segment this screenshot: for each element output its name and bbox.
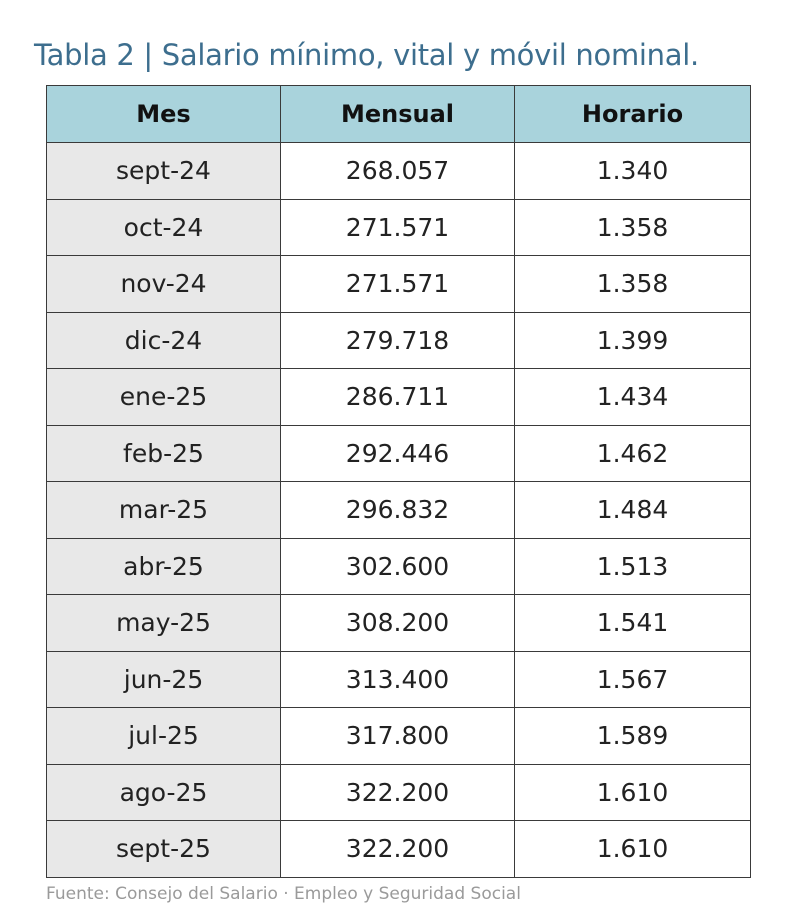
cell-horario: 1.513 <box>515 538 751 595</box>
cell-horario: 1.541 <box>515 595 751 652</box>
cell-horario: 1.462 <box>515 425 751 482</box>
cell-horario: 1.610 <box>515 821 751 878</box>
table-row <box>47 369 751 426</box>
table-row <box>47 538 751 595</box>
table-row <box>47 143 751 200</box>
cell-mensual: 268.057 <box>281 143 515 200</box>
table-header-row <box>47 86 751 143</box>
cell-horario: 1.567 <box>515 651 751 708</box>
cell-mensual: 322.200 <box>281 764 515 821</box>
table-row <box>47 708 751 765</box>
cell-mensual: 322.200 <box>281 821 515 878</box>
cell-mensual: 313.400 <box>281 651 515 708</box>
table-row <box>47 821 751 878</box>
table-row <box>47 425 751 482</box>
cell-horario: 1.434 <box>515 369 751 426</box>
cell-mensual: 271.571 <box>281 256 515 313</box>
cell-mensual: 279.718 <box>281 312 515 369</box>
cell-horario: 1.358 <box>515 256 751 313</box>
cell-horario: 1.358 <box>515 199 751 256</box>
cell-mes: sept-25 <box>47 821 281 878</box>
cell-mes: ene-25 <box>47 369 281 426</box>
cell-mes: mar-25 <box>47 482 281 539</box>
header-mensual: Mensual <box>281 86 515 143</box>
header-horario: Horario <box>515 86 751 143</box>
table-row <box>47 651 751 708</box>
salary-table <box>46 85 751 878</box>
table-row <box>47 482 751 539</box>
table-row <box>47 595 751 652</box>
cell-horario: 1.340 <box>515 143 751 200</box>
cell-mensual: 296.832 <box>281 482 515 539</box>
cell-mensual: 317.800 <box>281 708 515 765</box>
cell-mensual: 308.200 <box>281 595 515 652</box>
cell-mes: feb-25 <box>47 425 281 482</box>
cell-mensual: 286.711 <box>281 369 515 426</box>
cell-mensual: 271.571 <box>281 199 515 256</box>
cell-mes: jul-25 <box>47 708 281 765</box>
table-row <box>47 256 751 313</box>
cell-horario: 1.484 <box>515 482 751 539</box>
cell-mensual: 292.446 <box>281 425 515 482</box>
cell-mes: may-25 <box>47 595 281 652</box>
cell-mes: dic-24 <box>47 312 281 369</box>
cell-mes: abr-25 <box>47 538 281 595</box>
header-mes: Mes <box>47 86 281 143</box>
table-row <box>47 199 751 256</box>
cell-mensual: 302.600 <box>281 538 515 595</box>
cell-mes: jun-25 <box>47 651 281 708</box>
cell-mes: sept-24 <box>47 143 281 200</box>
cell-horario: 1.589 <box>515 708 751 765</box>
table-row <box>47 312 751 369</box>
cell-horario: 1.399 <box>515 312 751 369</box>
table-row <box>47 764 751 821</box>
cell-horario: 1.610 <box>515 764 751 821</box>
cell-mes: oct-24 <box>47 199 281 256</box>
table-title: Tabla 2 | Salario mínimo, vital y móvil nominal. <box>34 38 699 72</box>
source-note: Fuente: Consejo del Salario · Empleo y Seguridad Social <box>46 884 521 904</box>
cell-mes: nov-24 <box>47 256 281 313</box>
cell-mes: ago-25 <box>47 764 281 821</box>
